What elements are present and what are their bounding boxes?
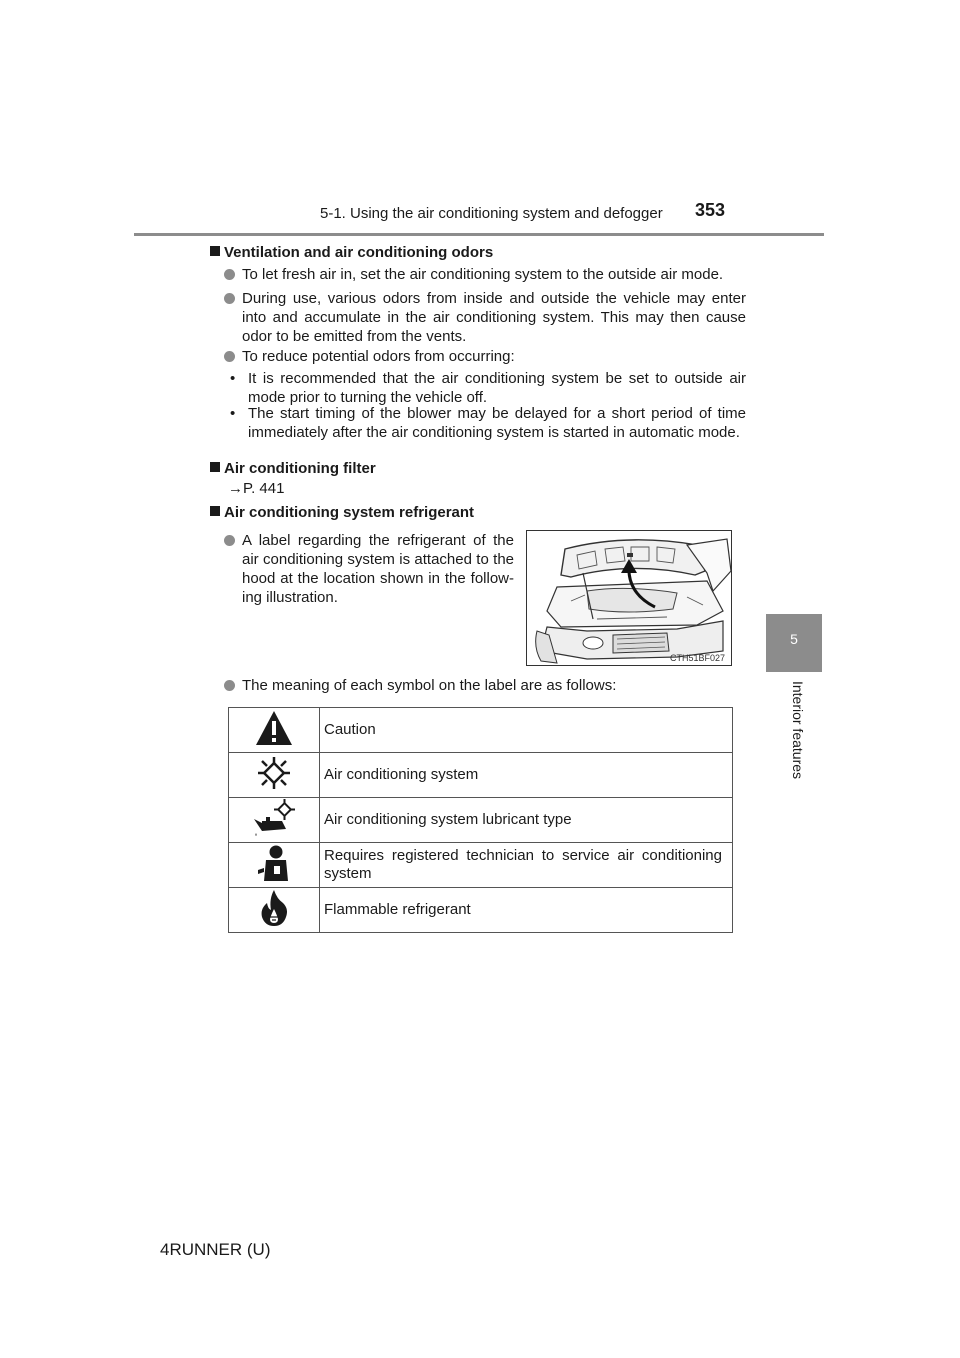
footer-model: 4RUNNER (U) [160, 1240, 271, 1259]
section-heading-text: Ventilation and air conditioning odors [224, 244, 494, 261]
section-heading-refrigerant [210, 504, 474, 521]
arrow-icon: → [228, 480, 243, 497]
bullet-text: To let fresh air in, set the air conditioning system to the outside air mode. [242, 266, 724, 283]
flame-icon [259, 889, 289, 927]
section-square-icon [210, 462, 220, 472]
table-row [229, 753, 733, 798]
technician-icon [256, 844, 292, 882]
table-row [229, 708, 733, 753]
symbol-label: Flammable refrigerant [320, 888, 733, 933]
bullet-item [224, 676, 746, 695]
sub-text: It is recommended that the air conditioning system be set to outside air mode prior to turning the vehicle off. [248, 370, 746, 406]
symbol-cell [229, 753, 320, 798]
bullet-item [224, 265, 746, 284]
symbol-cell [229, 888, 320, 933]
chapter-tab [766, 614, 822, 672]
page-reference-text: P. 441 [243, 480, 285, 497]
bullet-dot-icon [224, 680, 235, 691]
vehicle-hood-open-icon [527, 531, 732, 666]
symbol-cell [229, 708, 320, 753]
section-heading-filter [210, 460, 376, 477]
header-rule [134, 233, 824, 236]
symbol-cell [229, 798, 320, 843]
chapter-label: Interior features [790, 680, 806, 780]
bullet-item [224, 289, 746, 346]
section-square-icon [210, 246, 220, 256]
bullet-dot-icon [224, 535, 235, 546]
bullet-text: A label regarding the refrigerant of the air conditioning system is attached to the hood at the location shown in the follow- ing illustration. [242, 532, 514, 606]
page-number: 353 [695, 200, 726, 220]
bullet-text: The meaning of each symbol on the label are as follows: [242, 677, 617, 694]
table-row [229, 798, 733, 843]
chapter-number: 5 [790, 631, 798, 647]
symbol-label: Air conditioning system lubricant type [320, 798, 733, 843]
sub-bullet-mark: • [230, 405, 236, 422]
header-title: 5-1. Using the air conditioning system and defogger [320, 205, 663, 222]
section-square-icon [210, 506, 220, 516]
bullet-item [224, 347, 746, 366]
page-reference [228, 480, 284, 497]
bullet-item [224, 531, 514, 607]
symbol-cell [229, 843, 320, 888]
symbol-label: Requires registered technician to service air conditioning system [320, 843, 733, 888]
sub-item [230, 404, 746, 442]
section-heading-text: Air conditioning filter [224, 460, 376, 477]
caution-icon [254, 709, 294, 747]
table-row [229, 843, 733, 888]
bullet-text: During use, various odors from inside and outside the vehicle may enter into and accumulate in the air conditioning system. This may then cause odor to be emitted from the vents. [242, 290, 746, 345]
section-heading-ventilation [210, 244, 493, 261]
bullet-dot-icon [224, 269, 235, 280]
oil-can-snowflake-icon [252, 799, 296, 837]
bullet-text: To reduce potential odors from occurring: [242, 348, 515, 365]
table-row [229, 888, 733, 933]
symbol-label: Caution [320, 708, 733, 753]
section-heading-text: Air conditioning system refrigerant [224, 504, 475, 521]
sub-text: The start timing of the blower may be delayed for a short period of time immediately after the air conditioning system is started in automatic mode. [248, 405, 746, 441]
figure-code: CTH51BF027 [669, 653, 725, 663]
bullet-dot-icon [224, 293, 235, 304]
hood-illustration [526, 530, 732, 666]
symbol-label: Air conditioning system [320, 753, 733, 798]
sub-bullet-mark: • [230, 370, 236, 387]
symbol-table [228, 707, 733, 933]
sub-item [230, 369, 746, 407]
bullet-dot-icon [224, 351, 235, 362]
snowflake-icon [257, 756, 291, 790]
